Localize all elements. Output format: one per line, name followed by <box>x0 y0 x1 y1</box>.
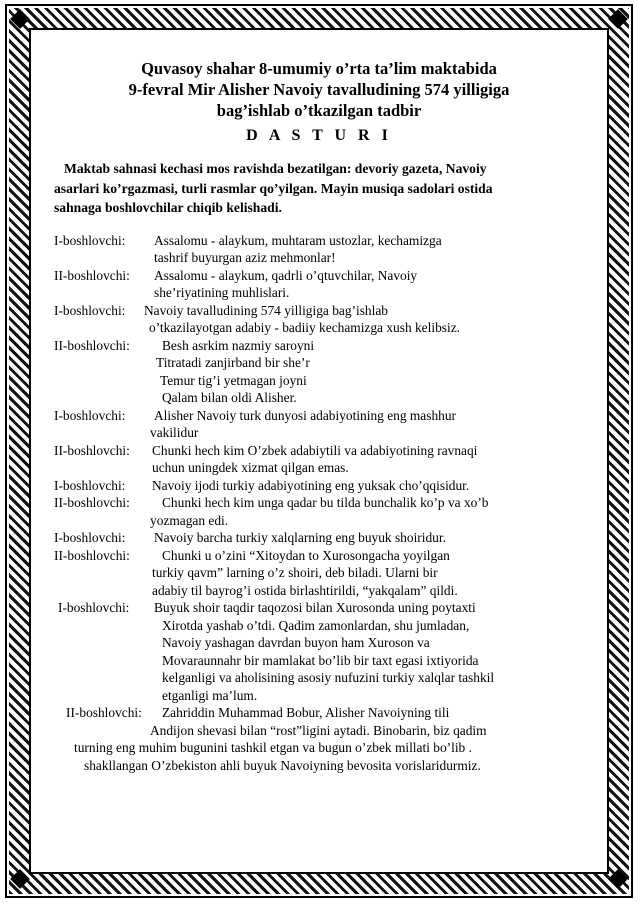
script-line <box>54 407 584 425</box>
speaker-text: Andijon shevasi bilan “rost”ligini aytadi. Binobarin, biz qadim <box>150 722 487 738</box>
document-title <box>54 58 584 121</box>
script-line <box>54 669 584 687</box>
speaker-label: I-boshlovchi: <box>54 477 126 493</box>
speaker-text: Xirotda yashab o’tdi. Qadim zamonlardan, shu jumladan, <box>162 617 470 633</box>
speaker-text: Movaraunnahr bir mamlakat bo’lib bir taxt egasi ixtiyorida <box>162 652 479 668</box>
speaker-text: Chunki u o’zini “Xitoydan to Xurosongacha yoyilgan <box>162 547 450 563</box>
speaker-label: I-boshlovchi: <box>58 600 130 615</box>
script-line <box>54 564 584 582</box>
speaker-label: I-boshlovchi: <box>54 232 126 248</box>
speaker-label: II-boshlovchi: <box>54 547 130 563</box>
script-line <box>54 424 584 442</box>
script-line <box>54 634 584 652</box>
script-line <box>54 337 584 355</box>
intro-line: asarlari ko’rgazmasi, turli rasmlar qo’yilgan. Mayin musiqa sadolari ostida <box>54 180 493 196</box>
script-line <box>54 267 584 285</box>
speaker-text: Navoiy tavalludining 574 yilligiga bag’ishlab <box>144 302 388 318</box>
speaker-text: Besh asrkim nazmiy saroyni <box>162 337 315 353</box>
title-line: 9-fevral Mir Alisher Navoiy tavalludining 574 yilligiga <box>128 80 510 99</box>
script-line <box>54 249 584 267</box>
speaker-text: Temur tig’i yetmagan joyni <box>160 372 307 388</box>
speaker-label: I-boshlovchi: <box>54 530 126 545</box>
program-heading: D A S T U R I <box>246 127 392 144</box>
speaker-text: yozmagan edi. <box>150 512 229 528</box>
speaker-text: etganligi ma’lum. <box>162 687 258 703</box>
speaker-label: II-boshlovchi: <box>54 442 130 458</box>
speaker-label: I-boshlovchi: <box>54 302 126 318</box>
script-line <box>54 739 584 757</box>
title-line: bag’ishlab o’tkazilgan tadbir <box>216 101 422 120</box>
program-script <box>54 232 584 775</box>
speaker-text: Qalam bilan oldi Alisher. <box>162 390 297 405</box>
speaker-text: vakilidur <box>150 425 199 440</box>
script-line <box>54 302 584 320</box>
speaker-label: II-boshlovchi: <box>54 337 130 353</box>
script-line <box>54 442 584 460</box>
script-line <box>54 494 584 512</box>
speaker-text: Assalomu - alaykum, qadrli o’qtuvchilar, Navoiy <box>154 267 418 283</box>
script-line <box>54 687 584 705</box>
speaker-text: Navoiy yashagan davrdan buyon ham Xuroson va <box>162 635 430 650</box>
speaker-label: I-boshlovchi: <box>54 407 126 423</box>
script-line <box>54 652 584 670</box>
speaker-text: Assalomu - alaykum, muhtaram ustozlar, kechamizga <box>154 232 442 248</box>
speaker-label: II-boshlovchi: <box>66 705 142 720</box>
speaker-text: Buyuk shoir taqdir taqozosi bilan Xurosonda uning poytaxti <box>154 600 476 615</box>
intro-line: sahnaga boshlovchilar chiqib kelishadi. <box>54 200 282 215</box>
speaker-text: tashrif buyurgan aziz mehmonlar! <box>154 250 336 265</box>
script-line <box>54 372 584 390</box>
script-line <box>54 459 584 477</box>
speaker-text: Titratadi zanjirband bir she’r <box>156 355 310 370</box>
script-line <box>54 704 584 722</box>
speaker-label: II-boshlovchi: <box>54 267 130 283</box>
speaker-text: Chunki hech kim O’zbek adabiytili va adabiyotining ravnaqi <box>152 442 478 458</box>
script-line <box>54 547 584 565</box>
document-content <box>54 58 584 774</box>
speaker-text: Navoiy barcha turkiy xalqlarning eng buyuk shoiridur. <box>154 530 446 545</box>
speaker-text: uchun uningdek xizmat qilgan emas. <box>152 460 349 475</box>
script-line <box>54 617 584 635</box>
speaker-text: adabiy til bayrog’i ostida birlashtirildi, “yakqalam” qildi. <box>152 582 458 598</box>
speaker-text: turning eng muhim bugunini tashkil etgan va bugun o’zbek millati bo’lib . <box>74 740 472 755</box>
title-line: Quvasoy shahar 8-umumiy o’rta ta’lim maktabida <box>141 59 497 78</box>
speaker-text: kelganligi va aholisining asosiy nufuzini turkiy xalqlar tashkil <box>162 670 495 685</box>
script-line <box>54 512 584 530</box>
speaker-label: II-boshlovchi: <box>54 495 130 510</box>
speaker-text: Navoiy ijodi turkiy adabiyotining eng yuksak cho’qqisidur. <box>152 477 470 493</box>
script-line <box>54 757 584 775</box>
script-line <box>54 319 584 337</box>
script-line <box>54 477 584 495</box>
script-line <box>54 284 584 302</box>
script-line <box>54 529 584 547</box>
script-line <box>54 389 584 407</box>
intro-paragraph <box>54 159 584 218</box>
speaker-text: turkiy qavm” larning o’z shoiri, deb biladi. Ularni bir <box>152 565 438 580</box>
speaker-text: Chunki hech kim unga qadar bu tilda bunchalik ko’p va xo’b <box>162 495 489 510</box>
script-line <box>54 722 584 740</box>
script-line <box>54 232 584 250</box>
speaker-text: Alisher Navoiy turk dunyosi adabiyotining eng mashhur <box>154 407 456 423</box>
speaker-text: shakllangan O’zbekiston ahli buyuk Navoiyning bevosita vorislaridurmiz. <box>84 757 481 773</box>
script-line <box>54 599 584 617</box>
speaker-text: she’riyatining muhlislari. <box>154 285 290 300</box>
script-line <box>54 582 584 600</box>
script-line <box>54 354 584 372</box>
intro-line: Maktab sahnasi kechasi mos ravishda bezatilgan: devoriy gazeta, Navoiy <box>64 161 487 176</box>
speaker-text: o’tkazilayotgan adabiy - badiiy kechamizga xush kelibsiz. <box>149 320 460 335</box>
speaker-text: Zahriddin Muhammad Bobur, Alisher Navoiyning tili <box>162 705 450 720</box>
